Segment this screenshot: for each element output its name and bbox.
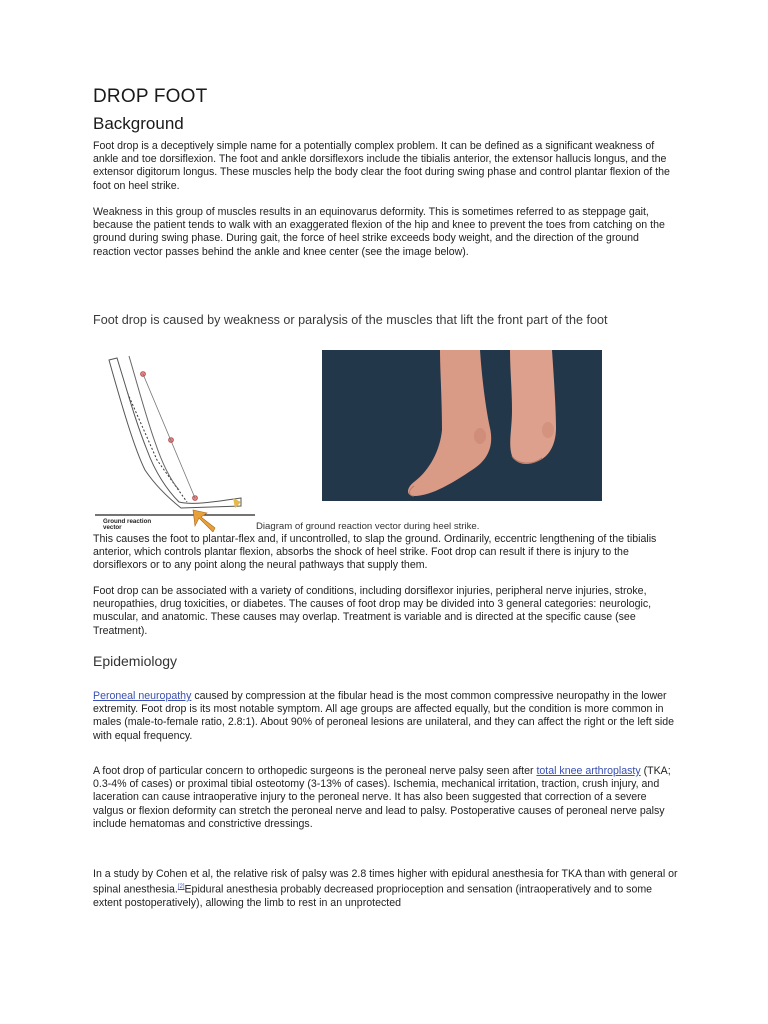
epidemiology-2-text-before: A foot drop of particular concern to orthopedic surgeons is the peroneal nerve palsy seen after — [93, 765, 537, 777]
section-title-epidemiology: Epidemiology — [93, 653, 178, 669]
section-title-background: Background — [93, 114, 184, 133]
epidemiology-2-text-after: (TKA; 0.3-4% of cases) or proximal tibial osteotomy (3-13% of cases). Ischemia, mechanical irritation, traction, crush injury, and laceration can cause intraoperative injury to the peroneal nerve. It has also been suggested that correction of a severe valgus or flexion deformity can stretch the peroneal nerve and lead to palsy. Postoperative causes of peroneal nerve palsy include hematomas and constrictive dressings. — [93, 765, 671, 830]
paragraph-epidemiology-2 — [93, 765, 678, 831]
paragraph-epidemiology-3 — [93, 868, 678, 910]
page-title: DROP FOOT — [93, 86, 208, 107]
paragraph-weakness: Weakness in this group of muscles results in an equinovarus deformity. This is sometimes referred to as steppage gait, because the patient tends to walk with an exaggerated flexion of the hip and knee to prevent the toes from catching on the ground during swing phase. During gait, the force of heel strike exceeds body weight, and the direction of the ground reaction vector passes behind the ankle and knee center (see the image below). — [93, 206, 665, 258]
epidemiology-1-text: caused by compression at the fibular head is the most common compressive neuropathy in the lower extremity. Foot drop is its most notable symptom. All age groups are affected equally, but the condition is more common in males (male-to-female ratio, 2.8:1). About 90% of peroneal lesions are unilateral, and they can affect the right or the left side with equal frequency. — [93, 690, 675, 742]
diagram-label: Ground reaction vector — [103, 518, 152, 531]
paragraph-intro: Foot drop is a deceptively simple name for a potentially complex problem. It can be defined as a significant weakness of ankle and toe dorsiflexion. The foot and ankle dorsiflexors include the tibialis anterior, the extensor hallucis longus, and the extensor digitorum longus. These muscles help the body clear the foot during swing phase and control plantar flexion of the foot on heel strike. — [93, 140, 670, 192]
paragraph-epidemiology-1 — [93, 690, 678, 743]
ground-reaction-diagram — [95, 350, 255, 532]
drop-foot-photo — [322, 350, 602, 501]
link-total-knee-arthroplasty[interactable]: total knee arthroplasty — [536, 765, 641, 777]
epidemiology-3-text-before: In a study by Cohen et al, the relative risk of palsy was 2.8 times higher with epidural anesthesia for TKA than with general or spinal anesthesia. — [93, 868, 678, 896]
paragraph-plantar-flex: This causes the foot to plantar-flex and, if uncontrolled, to slap the ground. Ordinarily, eccentric lengthening of the tibialis anterior, which controls plantar flexion, absorbs the shock of heel strike. Foot drop can result if there is injury to the dorsiflexors or to any point along the neural pathways that supply them. — [93, 533, 657, 572]
image-caption: Diagram of ground reaction vector during heel strike. — [256, 521, 480, 532]
figure-heading: Foot drop is caused by weakness or paralysis of the muscles that lift the front part of the foot — [93, 313, 608, 327]
link-peroneal-neuropathy[interactable]: Peroneal neuropathy — [93, 690, 192, 702]
epidemiology-3-text-after: Epidural anesthesia probably decreased proprioception and sensation (intraoperatively and to some extent postoperatively), allowing the limb to rest in an unprotected — [93, 883, 653, 909]
paragraph-conditions: Foot drop can be associated with a variety of conditions, including dorsiflexor injuries, peripheral nerve injuries, stroke, neuropathies, drug toxicities, or diabetes. The causes of foot drop may be divided into 3 general categories: neurologic, muscular, and anatomic. These causes may overlap. Treatment is variable and is directed at the specific cause (see Treatment). — [93, 585, 652, 637]
citation-link[interactable]: [2] — [177, 884, 185, 891]
